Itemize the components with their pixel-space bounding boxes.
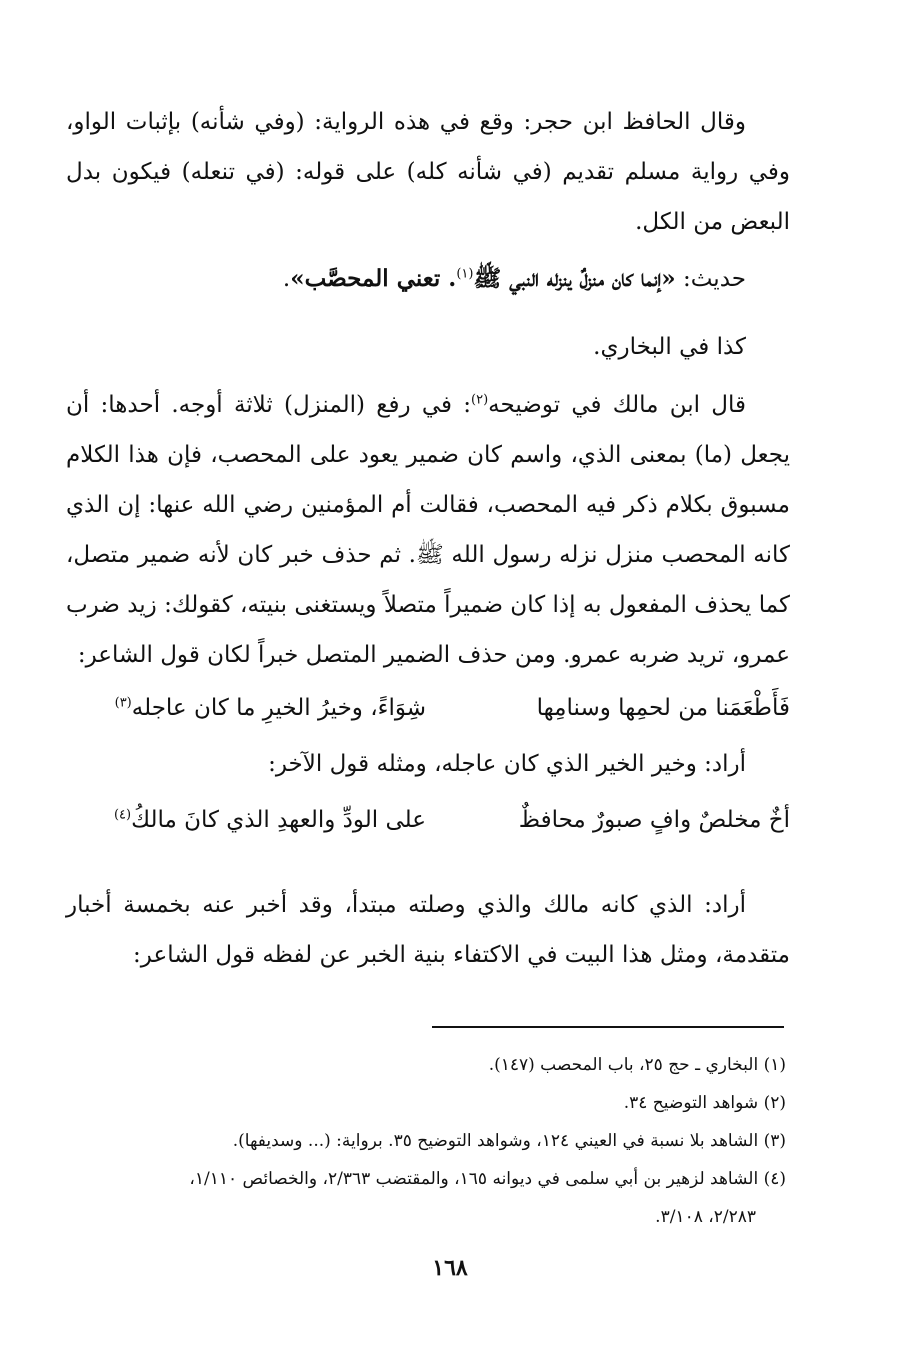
paragraph-conclusion — [66, 880, 790, 980]
footnote-2: (٢) شواهد التوضيح ٣٤. — [623, 1093, 786, 1113]
verse-first-hemistich: أخٌ مخلصٌ وافٍ صبورٌ محافظٌ — [518, 807, 790, 833]
footnotes — [66, 1046, 786, 1236]
paragraph-text: كذا في البخاري. — [593, 334, 746, 360]
poetry-verse-2 — [66, 797, 790, 843]
footnote-ref-4: (٤) — [113, 807, 132, 823]
hadith-suffix: . — [282, 266, 291, 292]
footnote-1: (١) البخاري ـ حج ٢٥، باب المحصب (١٤٧). — [488, 1055, 786, 1075]
footnote-ref-3: (٣) — [114, 695, 132, 711]
paragraph-rest: : في رفع (المنزل) ثلاثة أوجه. أحدها: أن يجعل (ما) بمعنى الذي، واسم كان ضمير يعود على المحصب، فإن هذا الكلام مسبوق بكلام ذكر فيه المحصب، فقالت أم المؤمنين رضي الله عنها: إن الذي كانه المحصب منزل نزله رسول الله ﷺ. ثم حذف خبر كان لأنه ضمير متصل، كما يحذف المفعول به إذا كان ضميراً متصلاً ويستغنى بنيته، كقولك: زيد ضرب عمرو، تريد ضربه عمرو. ومن حذف الضمير المتصل خبراً لكان قول الشاعر: — [66, 392, 790, 668]
verse-second-hemistich: شِوَاءً، وخيرُ الخيرِ ما كان عاجله$^{(٣)}$ — [114, 695, 426, 721]
paragraph-bukhari — [66, 322, 790, 372]
hadith-quote-end: . تعني المحصَّب» — [290, 265, 457, 292]
verse-first-hemistich: فَأَطْعَمَنا من لحمِها وسنامِها — [536, 695, 790, 721]
footnote-4-continuation: ٢/٢٨٣، ٣/١٠٨. — [655, 1207, 756, 1227]
paragraph-text: أراد: الذي كانه مالك والذي وصلته مبتدأ، وقد أخبر عنه بخمسة أخبار متقدمة، ومثل هذا البيت في الاكتفاء بنية الخبر عن لفظه قول الشاعر: — [66, 892, 790, 968]
hadith-prefix: حديث: — [675, 266, 746, 292]
paragraph-hadith — [66, 254, 790, 304]
paragraph-text: وقال الحافظ ابن حجر: وقع في هذه الرواية: (وفي شأنه) بإثبات الواو، وفي رواية مسلم تقديم (في شأنه كله) على قوله: (في تنعله) فيكون بدل البعض من الكل. — [66, 109, 790, 235]
verse-explanation: أراد: وخير الخير الذي كان عاجله، ومثله قول الآخر: — [268, 751, 746, 777]
footnote-4: (٤) الشاهد لزهير بن أبي سلمى في ديوانه ١٦٥، والمقتضب ٢/٣٦٣، والخصائص ١/١١٠، — [189, 1169, 786, 1189]
footnote-ref-1: (١) — [456, 266, 474, 282]
poetry-verse-1 — [66, 685, 790, 731]
paragraph-ibn-hajar — [66, 97, 790, 247]
footnote-ref-2: (٢) — [471, 392, 489, 408]
footnote-3: (٣) الشاهد بلا نسبة في العيني ١٢٤، وشواهد التوضيح ٣٥. برواية: (... وسديفها). — [232, 1131, 786, 1151]
paragraph-ibn-malik — [66, 380, 790, 680]
verse-second-hemistich: على الودِّ والعهدِ الذي كانَ مالكُ$^{(٤)}$ — [113, 807, 426, 833]
hadith-quote: «إنما كان منزلٌ ينزله النبي ﷺ — [473, 265, 676, 292]
footnote-divider — [432, 1026, 784, 1028]
page-number: ١٦٨ — [432, 1255, 468, 1281]
paragraph-start: قال ابن مالك في توضيحه — [488, 392, 746, 418]
